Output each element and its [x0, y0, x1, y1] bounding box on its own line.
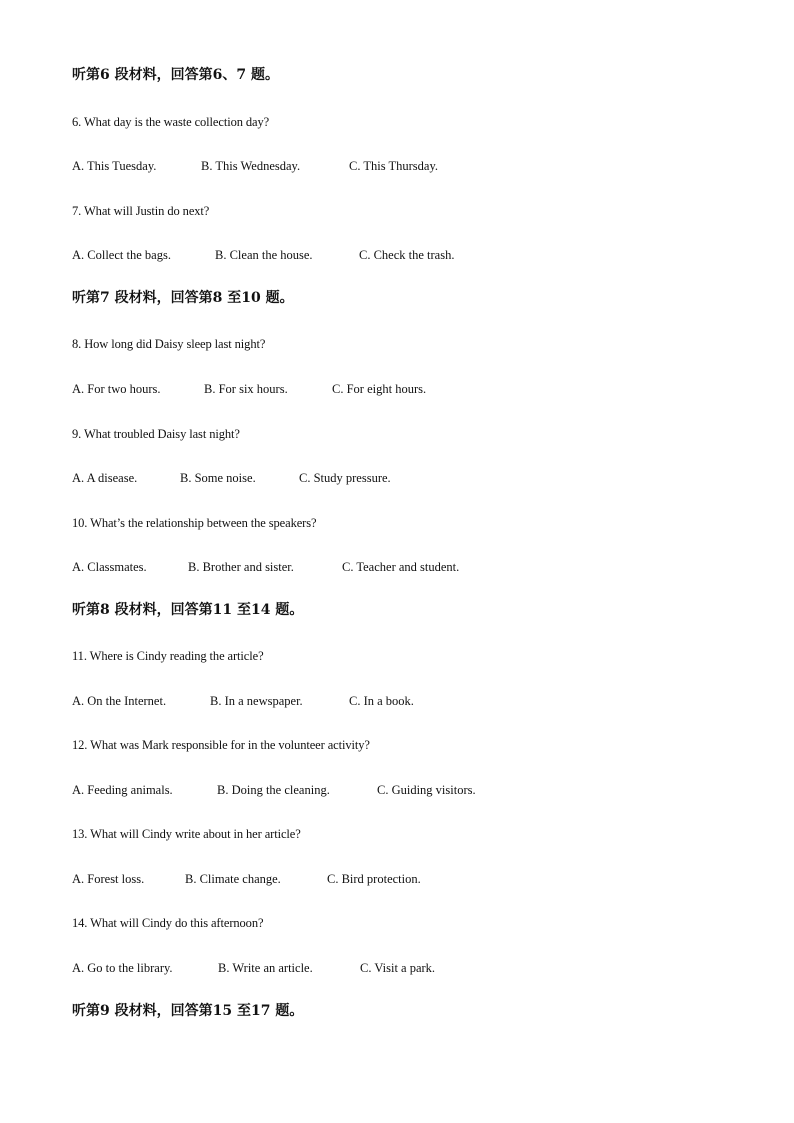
option-a: A. Go to the library.: [72, 961, 173, 975]
option-b: B. Clean the house.: [215, 248, 313, 262]
option-a: A. Classmates.: [72, 560, 147, 574]
option-b: B. Climate change.: [185, 872, 281, 886]
option-b: B. For six hours.: [204, 382, 288, 396]
question-text: 14. What will Cindy do this afternoon?: [72, 916, 264, 930]
option-b: B. Brother and sister.: [188, 560, 294, 574]
question-text: 11. Where is Cindy reading the article?: [72, 649, 264, 663]
option-c: C. Teacher and student.: [342, 560, 460, 574]
section-heading: 听第6 段材料，回答第6、7 题。: [72, 67, 279, 83]
option-a: A. Forest loss.: [72, 872, 145, 886]
option-a: A. Feeding animals.: [72, 783, 173, 797]
question-text: 12. What was Mark responsible for in the volunteer activity?: [72, 738, 370, 752]
section-heading: 听第8 段材料，回答第11 至14 题。: [72, 602, 304, 618]
option-a: A. Collect the bags.: [72, 248, 171, 262]
option-b: B. In a newspaper.: [210, 694, 303, 708]
option-b: B. Some noise.: [180, 471, 256, 485]
question-text: 6. What day is the waste collection day?: [72, 115, 270, 129]
question-text: 7. What will Justin do next?: [72, 204, 210, 218]
option-c: C. In a book.: [349, 694, 414, 708]
option-c: C. Bird protection.: [327, 872, 421, 886]
question-text: 10. What’s the relationship between the speakers?: [72, 516, 317, 530]
option-b: B. This Wednesday.: [201, 159, 301, 173]
option-b: B. Doing the cleaning.: [217, 783, 330, 797]
section-heading: 听第7 段材料，回答第8 至10 题。: [72, 290, 294, 306]
option-a: A. On the Internet.: [72, 694, 167, 708]
question-text: 8. How long did Daisy sleep last night?: [72, 337, 266, 351]
section-heading: 听第9 段材料，回答第15 至17 题。: [72, 1003, 304, 1019]
option-c: C. For eight hours.: [332, 382, 427, 396]
option-c: C. Study pressure.: [299, 471, 391, 485]
option-c: C. Guiding visitors.: [377, 783, 476, 797]
option-a: A. For two hours.: [72, 382, 161, 396]
option-b: B. Write an article.: [218, 961, 313, 975]
option-c: C. Visit a park.: [360, 961, 436, 975]
option-c: C. Check the trash.: [359, 248, 455, 262]
option-a: A. A disease.: [72, 471, 138, 485]
question-text: 13. What will Cindy write about in her article?: [72, 827, 301, 841]
option-c: C. This Thursday.: [349, 159, 439, 173]
option-a: A. This Tuesday.: [72, 159, 157, 173]
question-text: 9. What troubled Daisy last night?: [72, 427, 240, 441]
